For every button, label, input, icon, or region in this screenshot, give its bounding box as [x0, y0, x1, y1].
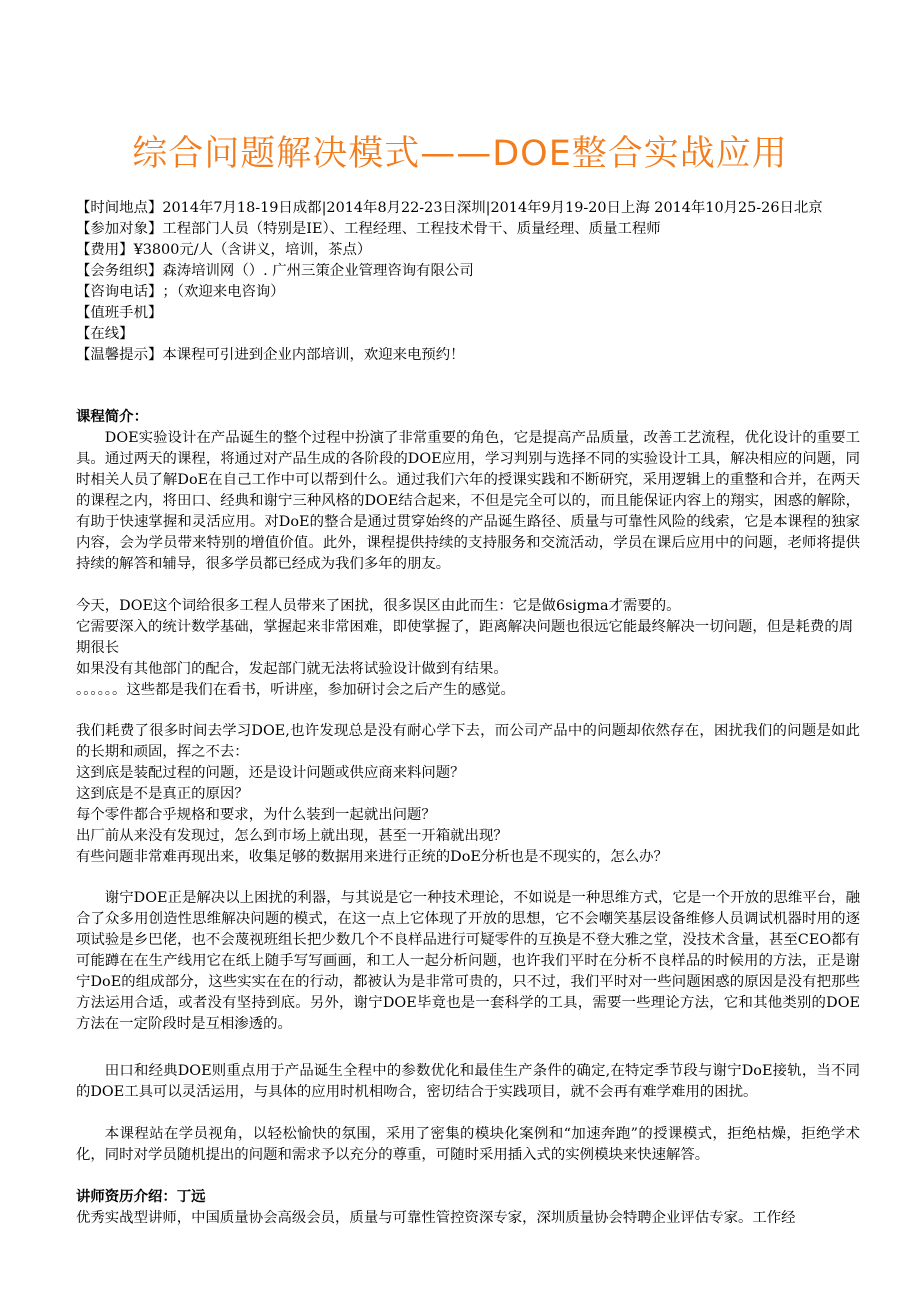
info-row-tip: [76, 345, 866, 366]
info-value: [134, 324, 866, 345]
info-label: 【费用】: [76, 242, 134, 258]
info-row-fee: [76, 240, 866, 261]
info-row-online: [76, 324, 866, 345]
info-value: 森涛培训网（）. 广州三策企业管理咨询有限公司: [162, 263, 474, 279]
problem-line: 每个零件都合乎规格和要求，为什么装到一起就出问题？: [76, 807, 436, 823]
info-label: 【咨询电话】: [76, 284, 163, 300]
info-label: 【值班手机】: [76, 305, 163, 321]
lecturer-paragraph-1: 优秀实战型讲师，中国质量协会高级会员，质量与可靠性管控资深专家，深圳质量协会特聘企业评估专家。工作经: [76, 1210, 796, 1226]
problem-line: 出厂前从来没有发现过，怎么到市场上就出现，甚至一开箱就出现？: [76, 828, 508, 844]
misconception-line: 今天，DOE这个词给很多工程人员带来了困扰，很多误区由此而生：它是做6sigma才需要的。: [76, 598, 681, 614]
info-value: 本课程可引进到企业内部培训，欢迎来电预约！: [162, 347, 465, 363]
intro-heading: 课程简介：: [76, 409, 148, 425]
misconception-line: 。。。。。。这些都是我们在看书，听讲座，参加研讨会之后产生的感觉。: [76, 682, 515, 698]
info-row-time-place: [76, 198, 866, 219]
info-row-mobile: [76, 303, 866, 324]
intro-paragraph-3: 田口和经典DOE则重点用于产品诞生全程中的参数优化和最佳生产条件的确定,在特定季节段与谢宁DoE接轨，当不同的DOE工具可以灵活运用，与具体的应用时机相吻合，密切结合于实践项目，就不会再有难学难用的困扰。: [76, 1063, 861, 1100]
intro-paragraph-4: 本课程站在学员视角，以轻松愉快的氛围，采用了密集的模块化案例和“加速奔跑”的授课模式，拒绝枯燥，拒绝学术化，同时对学员随机提出的问题和需求予以充分的尊重，可随时采用插入式的实例模块来快速解答。: [76, 1126, 860, 1163]
misconception-line: 如果没有其他部门的配合，发起部门就无法将试验设计做到有结果。: [76, 661, 508, 677]
info-value: 工程部门人员（特别是IE）、工程经理、工程技术骨干、质量经理、质量工程师: [162, 221, 661, 237]
info-value: ；（欢迎来电咨询）: [162, 284, 285, 300]
problem-line: 我们耗费了很多时间去学习DOE,也许发现总是没有耐心学下去，而公司产品中的问题却依然存在，困扰我们的问题是如此的长期和顽固，挥之不去：: [76, 723, 860, 760]
document-title: 综合问题解决模式——DOE整合实战应用: [132, 134, 788, 174]
problem-line: 这到底是不是真正的原因？: [76, 786, 249, 802]
info-label: 【会务组织】: [76, 263, 163, 279]
info-label: 【在线】: [76, 326, 134, 342]
problem-line: 这到底是装配过程的问题，还是设计问题或供应商来料问题？: [76, 765, 465, 781]
info-value: 2014年7月18-19日成都|2014年8月22-23日深圳|2014年9月19-20日上海 2014年10月25-26日北京: [162, 200, 823, 216]
intro-paragraph-1: DOE实验设计在产品诞生的整个过程中扮演了非常重要的角色，它是提高产品质量，改善工艺流程，优化设计的重要工具。通过两天的课程，将通过对产品生成的各阶段的DOE应用，学习判别与选择不同的实验设计工具，解决相应的问题，同时相关人员了解DoE在自己工作中可以帮到什么。通过我们六年的授课实践和不断研究，采用逻辑上的重整和合并，在两天的课程之内，将田口、经典和谢宁三种风格的DOE结合起来，不但是完全可以的，而且能保证内容上的翔实，困惑的解除，有助于快速掌握和灵活应用。对DoE的整合是通过贯穿始终的产品诞生路径、质量与可靠性风险的线索，它是本课程的独家内容，会为学员带来特别的增值价值。此外，课程提供持续的支持服务和交流活动，学员在课后应用中的问题，老师将提供持续的解答和辅导，很多学员都已经成为我们多年的朋友。: [76, 430, 860, 572]
info-label: 【温馨提示】: [76, 347, 163, 363]
problem-line: 有些问题非常难再现出来，收集足够的数据用来进行正统的DoE分析也是不现实的，怎么办？: [76, 849, 668, 865]
intro-paragraph-2: 谢宁DOE正是解决以上困扰的利器，与其说是它一种技术理论，不如说是一种思维方式，它是一个开放的思维平台，融合了众多用创造性思维解决问题的模式，在这一点上它体现了开放的思想，它不会嘲笑基层设备维修人员调试机器时用的逐项试验是乡巴佬，也不会蔑视班组长把少数几个不良样品进行可疑零件的互换是不登大雅之堂，没技术含量，甚至CEO都有可能蹲在在生产线用它在纸上随手写写画画，和工人一起分析问题，也许我们平时在分析不良样品的时候用的方法，正是谢宁DoE的组成部分，这些实实在在的行动，都被认为是非常可贵的，只不过，我们平时对一些问题困惑的原因是没有把那些方法运用合适，或者没有坚持到底。另外，谢宁DOE毕竟也是一套科学的工具，需要一些理论方法，它和其他类别的DOE方法在一定阶段时是互相渗透的。: [76, 890, 860, 1032]
info-label: 【参加对象】: [76, 221, 163, 237]
info-row-phone: [76, 282, 866, 303]
info-label: 【时间地点】: [76, 200, 163, 216]
misconception-line: 它需要深入的统计数学基础，掌握起来非常困难，即使掌握了，距离解决问题也很远它能最终解决一切问题，但是耗费的周期很长: [76, 619, 854, 656]
info-row-audience: [76, 219, 866, 240]
info-value: [162, 303, 866, 324]
lecturer-heading: 讲师资历介绍：丁远: [76, 1189, 206, 1205]
problems-block: [76, 721, 860, 868]
info-row-organizer: [76, 261, 866, 282]
misconceptions-block: [76, 596, 860, 701]
info-value: ¥3800元/人（含讲义，培训，茶点）: [133, 242, 372, 258]
course-info-block: [76, 198, 866, 366]
